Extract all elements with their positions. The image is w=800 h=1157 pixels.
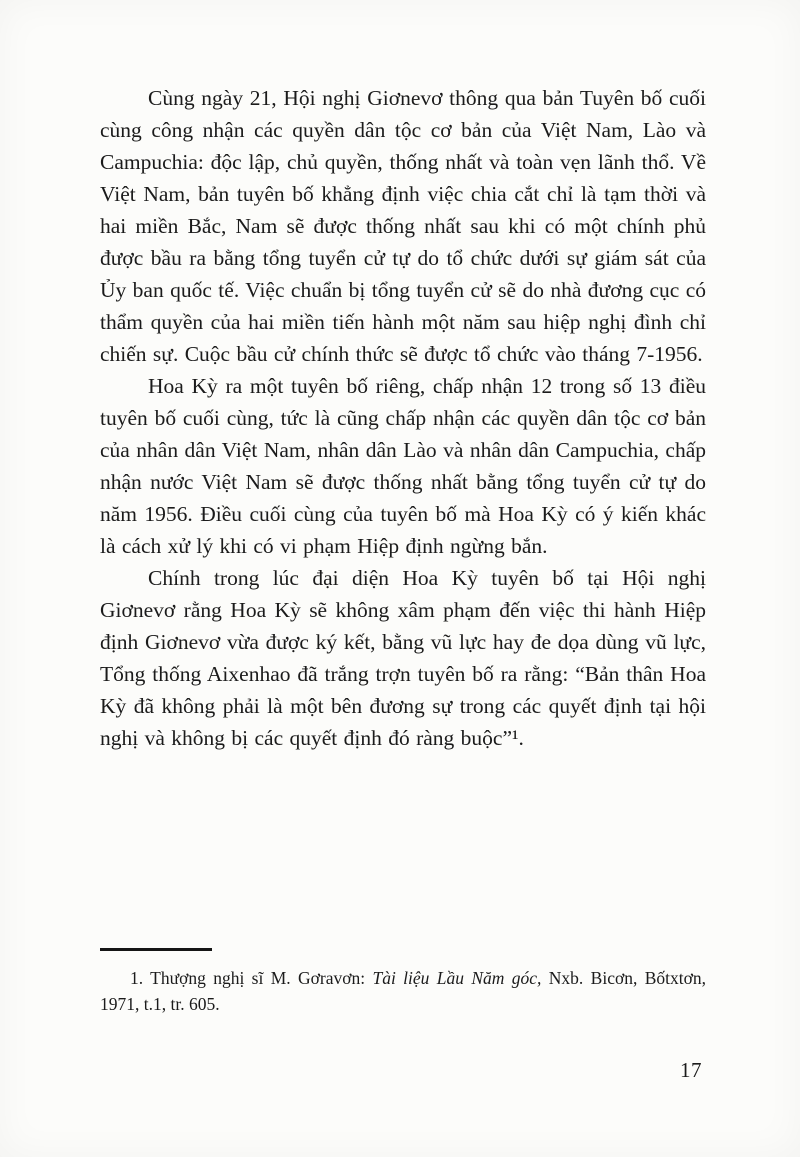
footnote	[100, 965, 706, 1017]
page-number: 17	[680, 1058, 702, 1082]
paragraph-3: Chính trong lúc đại diện Hoa Kỳ tuyên bố tại Hội nghị Giơnevơ rằng Hoa Kỳ sẽ không xâm phạm đến việc thi hành Hiệp định Giơnevơ vừa được ký kết, bằng vũ lực hay đe dọa dùng vũ lực, Tổng thống Aixenhao đã trắng trợn tuyên bố ra rằng: “Bản thân Hoa Kỳ đã không phải là một bên đương sự trong các quyết định tại hội nghị và không bị các quyết định đó ràng buộc”¹.	[100, 566, 706, 750]
body-text-block	[100, 82, 706, 754]
footnote-citation-prefix: 1. Thượng nghị sĩ M. Gơravơn:	[130, 968, 373, 988]
footnote-area	[100, 948, 706, 1017]
paragraph-2: Hoa Kỳ ra một tuyên bố riêng, chấp nhận 12 trong số 13 điều tuyên bố cuối cùng, tức là cũng chấp nhận các quyền dân tộc cơ bản của nhân dân Việt Nam, nhân dân Lào và nhân dân Campuchia, chấp nhận nước Việt Nam sẽ được thống nhất bằng tổng tuyển cử tự do năm 1956. Điều cuối cùng của tuyên bố mà Hoa Kỳ có ý kiến khác là cách xử lý khi có vi phạm Hiệp định ngừng bắn.	[100, 374, 706, 558]
paragraph-1: Cùng ngày 21, Hội nghị Giơnevơ thông qua bản Tuyên bố cuối cùng công nhận các quyền dân tộc cơ bản của Việt Nam, Lào và Campuchia: độc lập, chủ quyền, thống nhất và toàn vẹn lãnh thổ. Về Việt Nam, bản tuyên bố khẳng định việc chia cắt chỉ là tạm thời và hai miền Bắc, Nam sẽ được thống nhất sau khi có một chính phủ được bầu ra bằng tổng tuyển cử tự do tổ chức dưới sự giám sát của Ủy ban quốc tế. Việc chuẩn bị tổng tuyển cử sẽ do nhà đương cục có thẩm quyền của hai miền tiến hành một năm sau hiệp nghị đình chỉ chiến sự. Cuộc bầu cử chính thức sẽ được tổ chức vào tháng 7-1956.	[100, 86, 706, 366]
footnote-citation-suffix: Nxb. Bicơn, Bốtxtơn, 1971, t.1, tr. 605.	[100, 968, 706, 1014]
footnote-separator	[100, 948, 212, 951]
footnote-book-title: Tài liệu Lầu Năm góc,	[372, 968, 542, 988]
